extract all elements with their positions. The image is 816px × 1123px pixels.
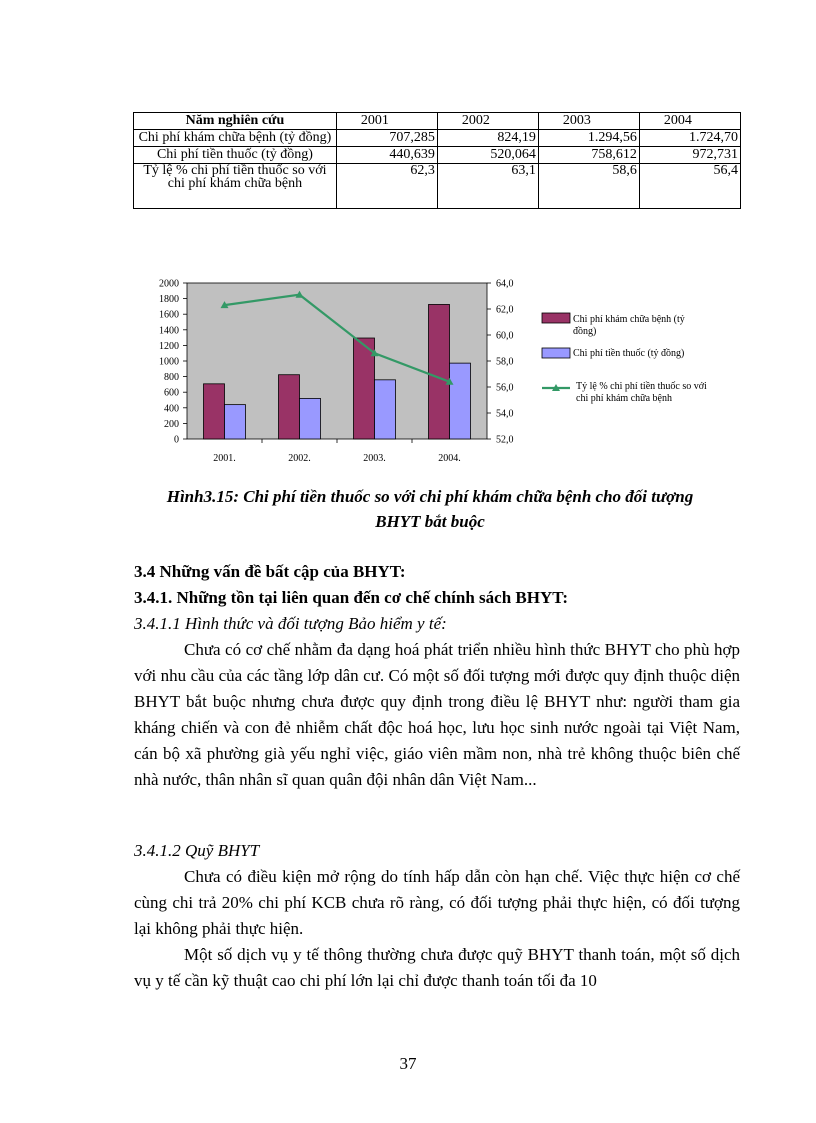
paragraph: Chưa có cơ chế nhằm đa dạng hoá phát triển nhiều hình thức BHYT cho phù hợp với nhu cầu của các tầng lớp dân cư. Có một số đối tượng mới được quy định thuộc diện BHYT bắt buộc nhưng chưa được quy định trong điều lệ BHYT như: người tham gia kháng chiến và con đẻ nhiễm chất độc hoá học, lưu học sinh nước ngoài tại Việt Nam, cán bộ xã phường già yếu nghỉ việc, giáo viên mầm non, nhà trẻ không thuộc biên chế nhà nước, thân nhân sĩ quan quân đội nhân dân Việt Nam...: [134, 640, 740, 789]
figure-caption: [120, 484, 740, 534]
table-row: [134, 164, 741, 209]
table-cell: 440,639: [336, 147, 437, 164]
table-cell: 58,6: [538, 164, 639, 209]
x-tick-label: 2001.: [213, 453, 236, 464]
table-cell: 824,19: [437, 130, 538, 147]
bar: [300, 398, 321, 439]
table-row: [134, 130, 741, 147]
cost-table: [133, 112, 741, 209]
table-header-year: 2004: [639, 113, 740, 130]
bar: [375, 380, 396, 439]
legend-swatch: [542, 313, 570, 323]
table-header-year: 2003: [538, 113, 639, 130]
y-tick-label: 1600: [159, 309, 179, 321]
section-content: [134, 559, 740, 793]
table-cell: 1.294,56: [538, 130, 639, 147]
table-cell: 1.724,70: [639, 130, 740, 147]
bar: [225, 405, 246, 439]
y-tick-label: 1400: [159, 325, 179, 337]
table-header-row: [134, 113, 741, 130]
y2-tick-label: 58,0: [496, 356, 514, 368]
caption-line-1: Hình3.15: Chi phí tiền thuốc so với chi phí khám chữa bệnh cho đối tượng: [166, 487, 694, 506]
table-row-label: Chi phí khám chữa bệnh (tỷ đồng): [134, 130, 337, 147]
table-cell: 707,285: [336, 130, 437, 147]
y2-tick-label: 56,0: [496, 382, 514, 394]
bar: [450, 363, 471, 439]
x-tick-label: 2002.: [288, 453, 311, 464]
y-tick-label: 1000: [159, 356, 179, 368]
legend-swatch: [542, 348, 570, 358]
y-tick-label: 1800: [159, 294, 179, 306]
y-tick-label: 200: [164, 418, 179, 430]
table-header-label: Năm nghiên cứu: [134, 113, 337, 130]
legend-label: Chi phí khám chữa bệnh (tỷ đồng): [573, 314, 685, 337]
table-cell: 63,1: [437, 164, 538, 209]
table-header-year: 2001: [336, 113, 437, 130]
table-cell: 758,612: [538, 147, 639, 164]
legend-label: Tỷ lệ % chi phí tiền thuốc so với chi phí khám chữa bệnh: [576, 381, 707, 404]
y-tick-label: 800: [164, 372, 179, 384]
paragraph: Chưa có điều kiện mở rộng do tính hấp dẫn còn hạn chế. Việc thực hiện cơ chế cùng chi trả 20% chi phí KCB chưa rõ ràng, có đối tượng phải thực hiện, có đối tượng lại không phải thực hiện.: [134, 867, 740, 938]
table-cell: 56,4: [639, 164, 740, 209]
y-tick-label: 600: [164, 387, 179, 399]
legend-label: Chi phí tiền thuốc (tỷ đồng): [573, 348, 685, 359]
page-number: 37: [399, 1054, 417, 1073]
y2-tick-label: 54,0: [496, 408, 514, 420]
bar: [279, 375, 300, 439]
y2-tick-label: 64,0: [496, 278, 514, 290]
y2-tick-label: 52,0: [496, 434, 514, 446]
y-tick-label: 1200: [159, 340, 179, 352]
caption-line-2: BHYT bắt buộc: [375, 512, 485, 531]
sub-subsection-heading: 3.4.1.2 Quỹ BHYT: [134, 841, 260, 860]
paragraph: Một số dịch vụ y tế thông thường chưa được quỹ BHYT thanh toán, một số dịch vụ y tế cần kỹ thuật cao chi phí lớn lại chỉ được thanh toán tối đa 10: [134, 945, 740, 990]
table-cell: 520,064: [437, 147, 538, 164]
bar: [204, 384, 225, 439]
y2-tick-label: 62,0: [496, 304, 514, 316]
y-tick-label: 2000: [159, 278, 179, 290]
y-tick-label: 400: [164, 403, 179, 415]
table-row-label: Chi phí tiền thuốc (tỷ đồng): [134, 147, 337, 164]
y2-tick-label: 60,0: [496, 330, 514, 342]
bar: [429, 304, 450, 439]
table-header-year: 2002: [437, 113, 538, 130]
table-cell: 972,731: [639, 147, 740, 164]
sub-subsection-heading: 3.4.1.1 Hình thức và đối tượng Bảo hiểm y tế:: [134, 614, 447, 633]
table-cell: 62,3: [336, 164, 437, 209]
section-heading: 3.4 Những vấn đề bất cập của BHYT:: [134, 562, 406, 581]
cost-chart: [140, 268, 740, 473]
subsection-heading: 3.4.1. Những tồn tại liên quan đến cơ chế chính sách BHYT:: [134, 588, 568, 607]
x-tick-label: 2003.: [363, 453, 386, 464]
section-content-2: [134, 838, 740, 994]
x-tick-label: 2004.: [438, 453, 461, 464]
table-row: [134, 147, 741, 164]
table-row-label: Tỷ lệ % chi phí tiền thuốc so với chi phí khám chữa bệnh: [134, 164, 337, 209]
y-tick-label: 0: [174, 434, 179, 446]
bar: [354, 338, 375, 439]
